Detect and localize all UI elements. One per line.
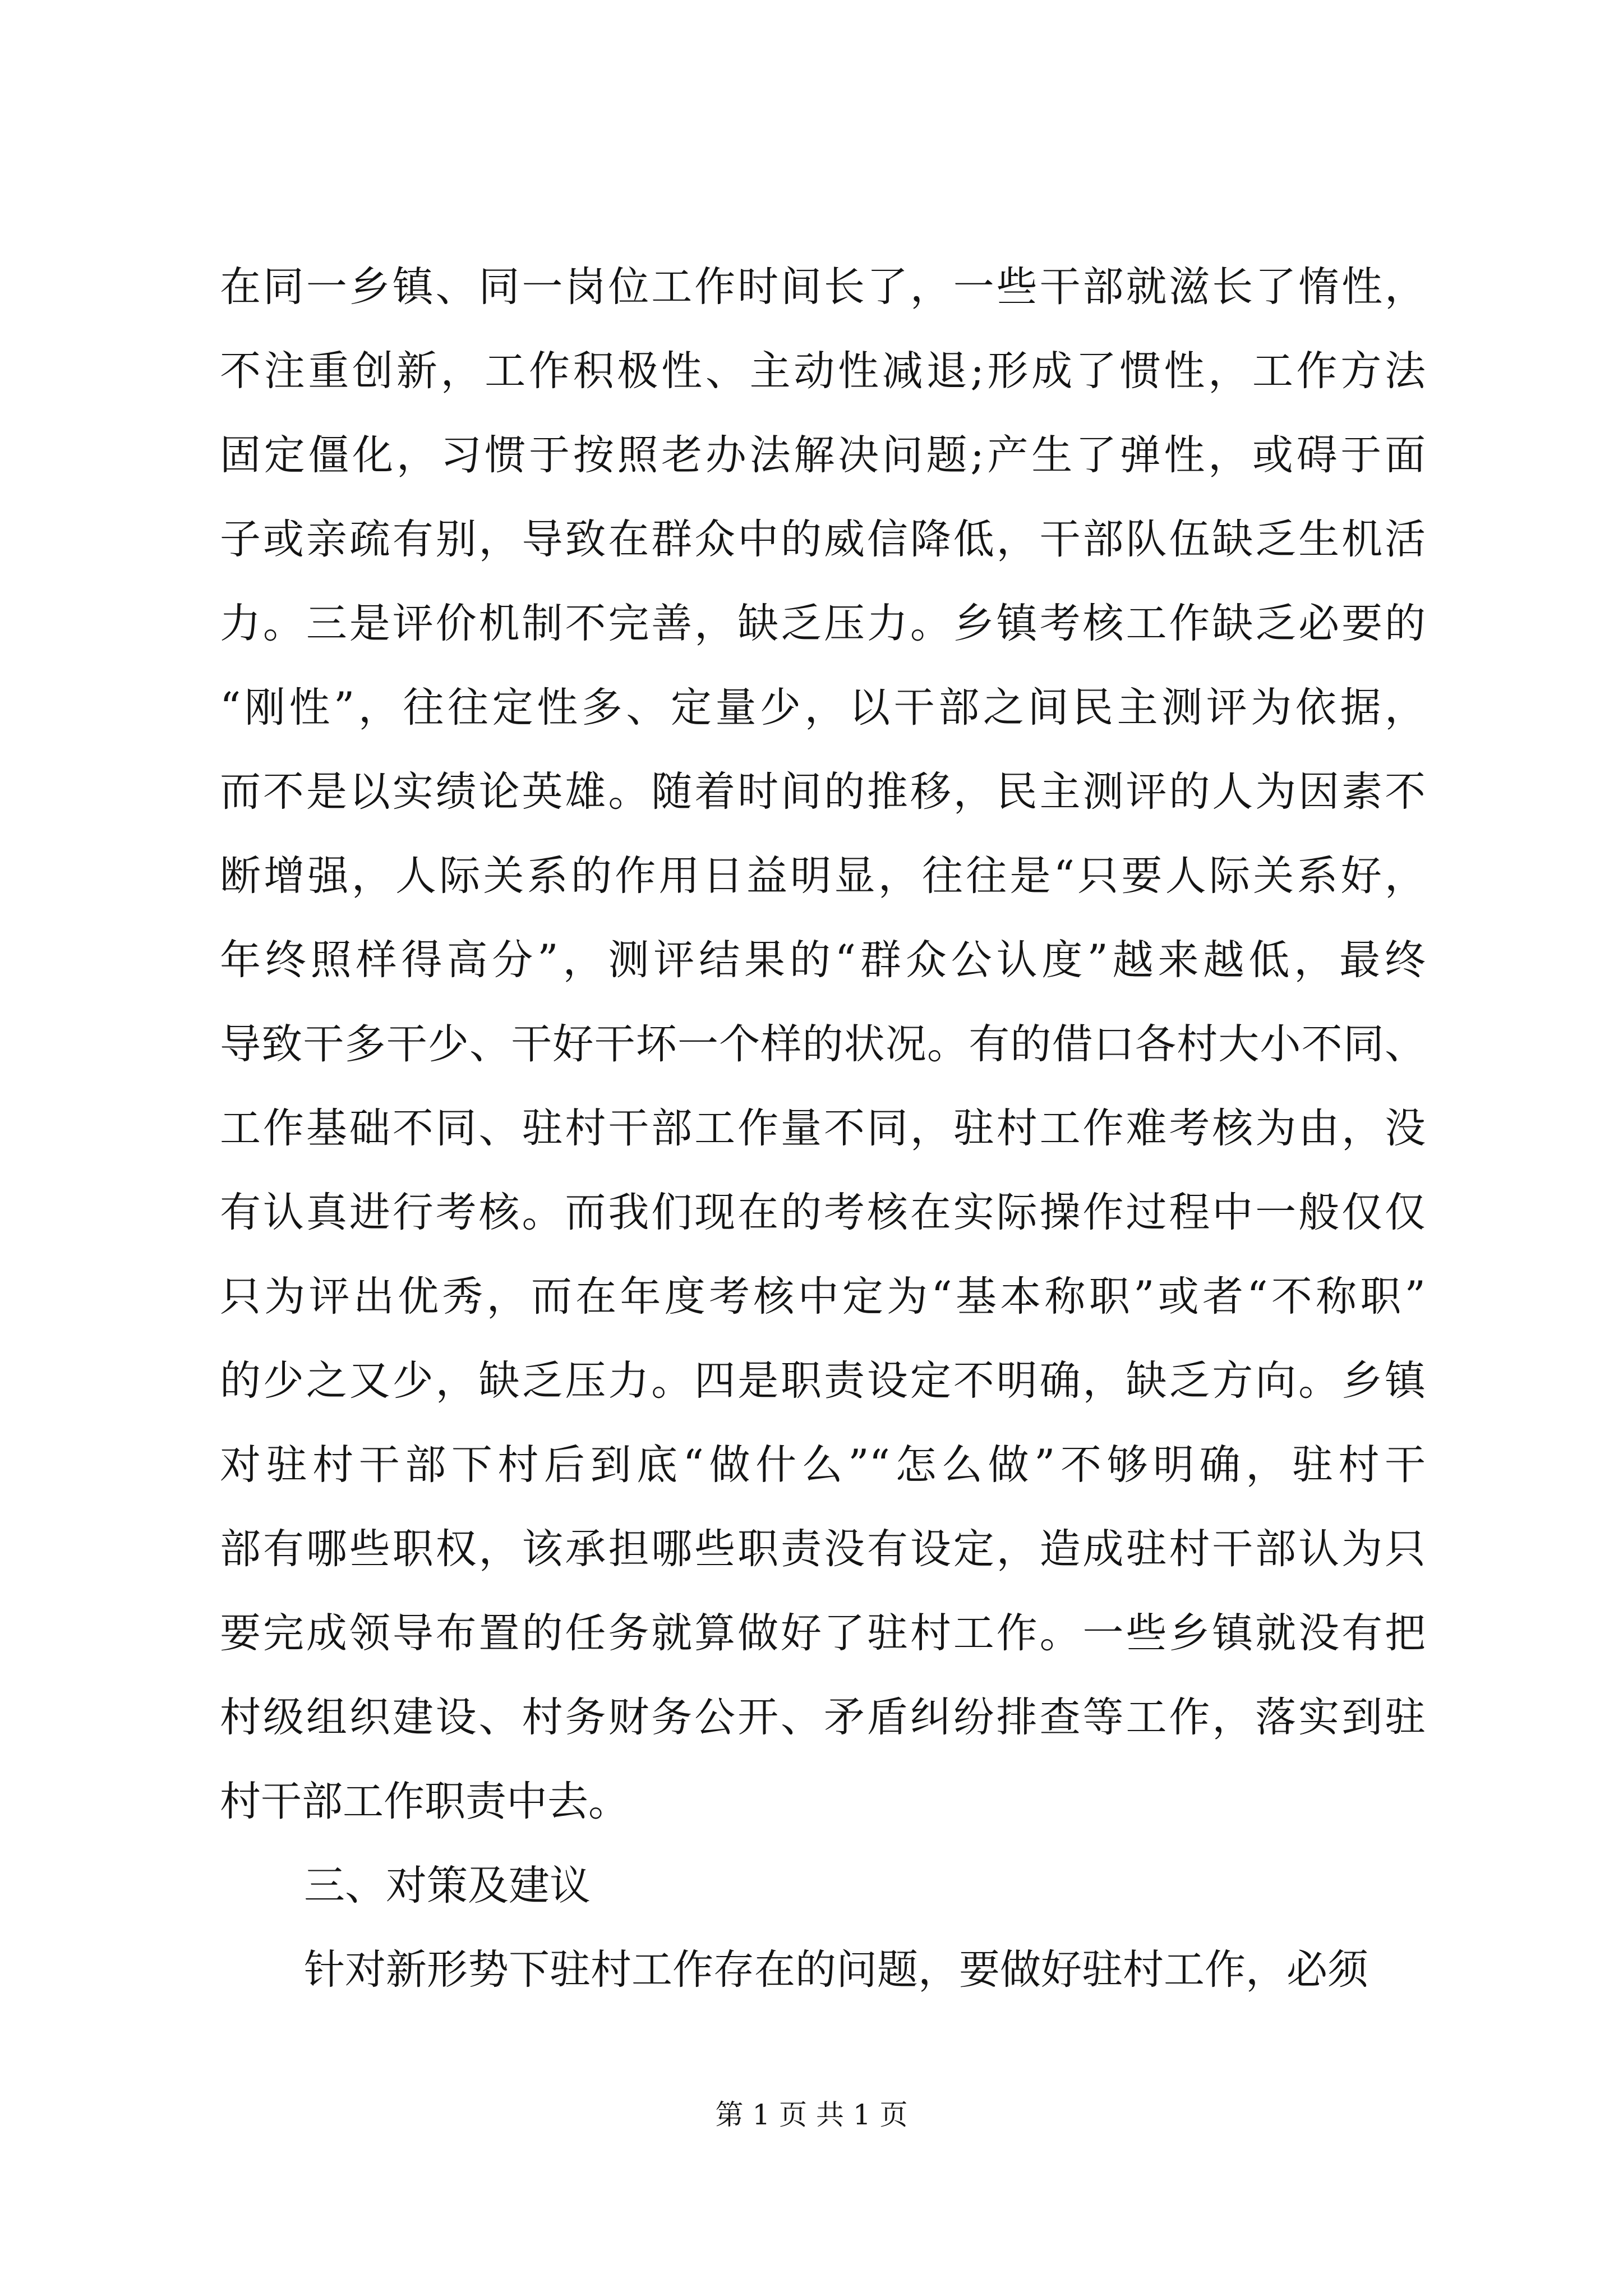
paragraph-line: 村级组织建设、村务财务公开、矛盾纠纷排查等工作，落实到驻	[220, 1694, 1426, 1741]
paragraph-line: 子或亲疏有别，导致在群众中的威信降低，干部队伍缺乏生机活	[220, 516, 1426, 563]
paragraph-line: “刚性”，往往定性多、定量少，以干部之间民主测评为依据，	[220, 684, 1426, 731]
paragraph-line: 年终照样得高分”，测评结果的“群众公认度”越来越低，最终	[220, 936, 1426, 984]
paragraph-line: 导致干多干少、干好干坏一个样的状况。有的借口各村大小不同、	[220, 1020, 1426, 1068]
paragraph-line: 在同一乡镇、同一岗位工作时间长了，一些干部就滋长了惰性，	[220, 263, 1426, 311]
section-heading: 三、对策及建议	[304, 1862, 591, 1910]
page-footer: 第 1 页 共 1 页	[715, 2099, 908, 2131]
paragraph-line: 的少之又少，缺乏压力。四是职责设定不明确，缺乏方向。乡镇	[220, 1357, 1426, 1405]
paragraph-line: 部有哪些职权，该承担哪些职责没有设定，造成驻村干部认为只	[220, 1525, 1426, 1573]
paragraph-line: 只为评出优秀，而在年度考核中定为“基本称职”或者“不称职”	[220, 1273, 1426, 1320]
paragraph-line: 固定僵化，习惯于按照老办法解决问题;产生了弹性，或碍于面	[220, 431, 1426, 479]
paragraph-first-line: 针对新形势下驻村工作存在的问题，要做好驻村工作，必须	[304, 1946, 1368, 1994]
document-body	[220, 245, 1426, 2012]
paragraph-line: 力。三是评价机制不完善，缺乏压力。乡镇考核工作缺乏必要的	[220, 600, 1426, 647]
paragraph-last-line: 村干部工作职责中去。	[220, 1778, 629, 1825]
paragraph-line: 不注重创新，工作积极性、主动性减退;形成了惯性，工作方法	[220, 347, 1426, 395]
paragraph-line: 工作基础不同、驻村干部工作量不同，驻村工作难考核为由，没	[220, 1105, 1426, 1152]
paragraph-line: 要完成领导布置的任务就算做好了驻村工作。一些乡镇就没有把	[220, 1609, 1426, 1657]
paragraph-line: 而不是以实绩论英雄。随着时间的推移，民主测评的人为因素不	[220, 768, 1426, 816]
paragraph-line: 对驻村干部下村后到底“做什么”“怎么做”不够明确，驻村干	[220, 1441, 1426, 1489]
paragraph-line: 断增强，人际关系的作用日益明显，往往是“只要人际关系好，	[220, 852, 1426, 900]
paragraph-line: 有认真进行考核。而我们现在的考核在实际操作过程中一般仅仅	[220, 1189, 1426, 1236]
